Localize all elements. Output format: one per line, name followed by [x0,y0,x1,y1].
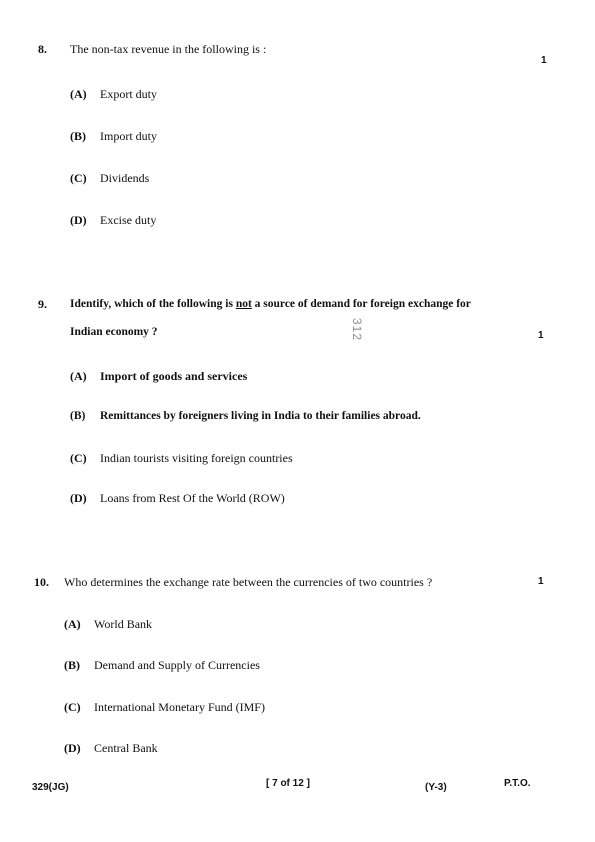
page-stamp: 312 [350,318,364,342]
option-label: (D) [70,491,87,505]
option-text: Export duty [100,87,157,101]
footer-set: (Y-3) [425,782,447,793]
question-9-option-d [70,491,285,506]
question-8-option-d [70,213,156,228]
option-text: International Monetary Fund (IMF) [94,700,265,714]
option-label: (A) [70,87,87,101]
question-9-option-a [70,369,247,384]
question-9-option-c [70,451,293,466]
question-8-marks: 1 [541,55,547,66]
option-text: Import of goods and services [100,369,248,383]
question-10-option-b [64,658,260,673]
question-10-option-a [64,617,152,632]
option-label: (C) [70,171,87,185]
option-label: (C) [64,700,81,714]
option-text: Demand and Supply of Currencies [94,658,260,672]
option-label: (C) [70,451,87,465]
option-text: Excise duty [100,213,157,227]
option-text: World Bank [94,617,153,631]
question-9-text-part: a source of demand for foreign exchange for [251,298,471,310]
question-8-option-b [70,129,157,144]
question-8-number: 8. [38,42,47,56]
question-10-number: 10. [34,575,49,589]
question-9-number: 9. [38,297,47,311]
option-label: (A) [70,369,87,383]
option-text: Remittances by foreigners living in India to their families abroad. [100,410,421,422]
option-text: Dividends [100,171,150,185]
option-text: Central Bank [94,741,158,755]
question-9-option-b [70,410,421,422]
option-label: (D) [64,741,81,755]
question-8-option-c [70,171,149,186]
question-9-text [70,298,471,310]
option-text: Import duty [100,129,157,143]
option-label: (D) [70,213,87,227]
option-text: Loans from Rest Of the World (ROW) [100,491,285,505]
footer-page-number: [ 7 of 12 ] [266,778,310,789]
option-label: (B) [70,410,86,422]
question-9-marks: 1 [538,330,544,341]
option-text: Indian tourists visiting foreign countries [100,451,293,465]
question-10-option-d [64,741,158,756]
question-9-text-part: Identify, which of the following is [70,298,236,310]
question-9-text-line2: Indian economy ? [70,326,158,338]
footer-pto: P.T.O. [504,778,531,789]
question-10-option-c [64,700,265,715]
question-10-marks: 1 [538,576,544,587]
option-label: (A) [64,617,81,631]
question-8-option-a [70,87,157,102]
option-label: (B) [70,129,86,143]
footer-paper-code: 329(JG) [32,782,69,793]
question-8-text: The non-tax revenue in the following is : [70,42,267,56]
question-10-text: Who determines the exchange rate between the currencies of two countries ? [64,575,433,589]
option-label: (B) [64,658,80,672]
question-9-emphasis: not [235,298,252,310]
